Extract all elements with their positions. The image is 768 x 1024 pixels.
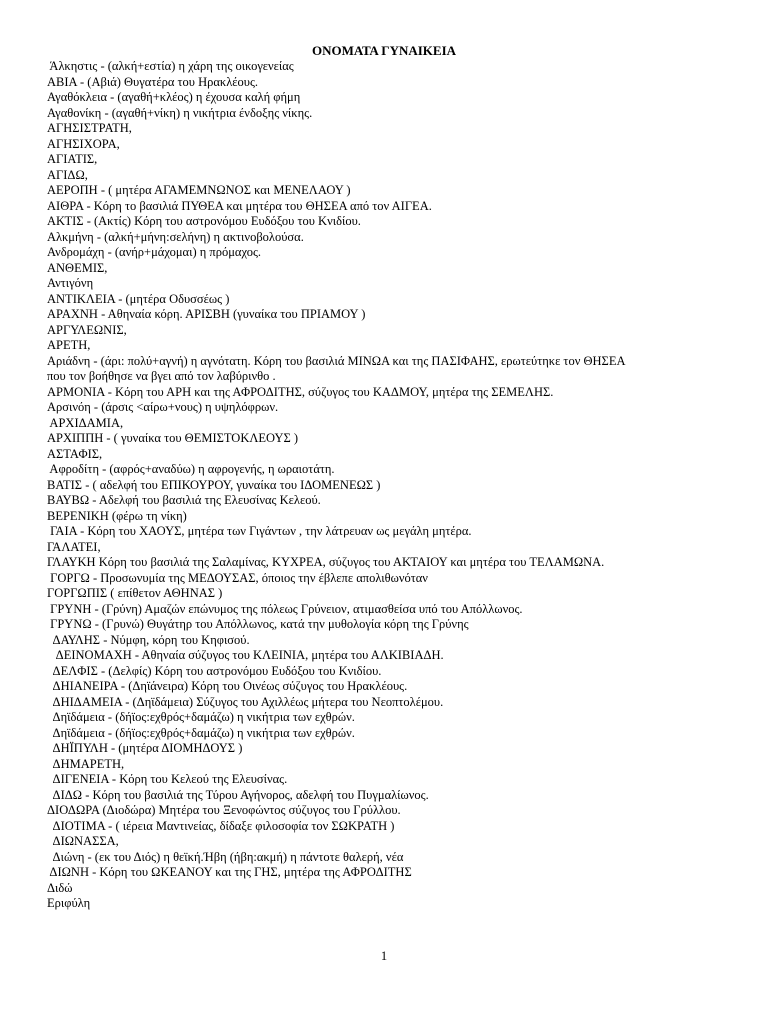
- text-line: ΔΕΙΝΟΜΑΧΗ - Αθηναία σύζυγος του ΚΛΕΙΝΙΑ, μητέρα του ΑΛΚΙΒΙΑΔΗ.: [47, 648, 444, 662]
- text-line: ΔΗΙΔΑΜΕΙΑ - (Δηϊδάμεια) Σύζυγος του Αχιλλέως μήτερα του Νεοπτολέμου.: [47, 694, 444, 709]
- text-line: ΑΡΧΙΔΑΜΙΑ,: [47, 415, 124, 430]
- text-line: ΔΗΙΑΝΕΙΡΑ - (Δηϊάνειρα) Κόρη του Οινέως σύζυγος του Ηρακλέους.: [47, 679, 408, 693]
- text-line: Αφροδίτη - (αφρός+αναδύω) η αφρογενής, η ωραιοτάτη.: [47, 462, 335, 476]
- text-line: ΔΙΩΝΗ - Κόρη του ΩΚΕΑΝΟΥ και της ΓΗΣ, μητέρα της ΑΦΡΟΔΙΤΗΣ: [47, 865, 412, 879]
- text-line: Διώνη - (εκ του Διός) η θεϊκή.Ήβη (ήβη:ακμή) η πάντοτε θαλερή, νέα: [47, 849, 404, 864]
- text-line: Αριάδνη - (άρι: πολύ+αγνή) η αγνότατη. Κόρη του βασιλιά ΜΙΝΩΑ και της ΠΑΣΙΦΑΗΣ, ερωτεύτηκε τον ΘΗΣΕΑ: [47, 353, 626, 368]
- text-line: ΔΗΪΠΥΛΗ - (μητέρα ΔΙΟΜΗΔΟΥΣ ): [47, 741, 243, 755]
- text-line: Αγαθόκλεια - (αγαθή+κλέος) η έχουσα καλή φήμη: [47, 90, 301, 104]
- text-line: ΑΡΕΤΗ,: [47, 338, 91, 352]
- text-line: ΑΡΧΙΠΠΗ - ( γυναίκα του ΘΕΜΙΣΤΟΚΛΕΟΥΣ ): [47, 431, 299, 445]
- text-line: ΑΝΤΙΚΛΕΙΑ - (μητέρα Οδυσσέως ): [47, 291, 230, 306]
- text-line: ΔΕΛΦΙΣ - (Δελφίς) Κόρη του αστρονόμου Ευδόξου του Κνιδίου.: [47, 663, 382, 678]
- text-line: ΔΑΥΛΗΣ - Νύμφη, κόρη του Κηφισού.: [47, 632, 250, 647]
- page-number: 1: [380, 949, 388, 963]
- text-line: ΑΓΙΔΩ,: [47, 167, 88, 182]
- text-line: ΑΓΙΑΤΙΣ,: [47, 152, 98, 166]
- text-line: Εριφύλη: [47, 896, 91, 910]
- text-line: ΑΓΗΣΙΣΤΡΑΤΗ,: [47, 121, 132, 135]
- text-line: ΔΗΜΑΡΕΤΗ,: [47, 756, 125, 771]
- text-line: ΒΑΥΒΩ - Αδελφή του βασιλιά της Ελευσίνας Κελεού.: [47, 493, 321, 507]
- text-line: Αρσινόη - (άρσις <αίρω+νους) η υψηλόφρων.: [47, 400, 279, 414]
- text-line: ΓΛΑΥΚΗ Κόρη του βασιλιά της Σαλαμίνας, ΚΥΧΡΕΑ, σύζυγος του ΑΚΤΑΙΟΥ και μητέρα του ΤΕΛΑΜΩΝΑ.: [47, 555, 605, 569]
- text-line: ΓΑΙΑ - Κόρη του ΧΑΟΥΣ, μητέρα των Γιγάντων , την λάτρευαν ως μεγάλη μητέρα.: [47, 524, 472, 538]
- text-line: ΓΡΥΝΗ - (Γρύνη) Αμαζών επώνυμος της πόλεως Γρύνειον, ατιμασθείσα υπό του Απόλλωνος.: [47, 601, 523, 616]
- text-line: Δηϊδάμεια - (δήϊος:εχθρός+δαμάζω) η νικήτρια των εχθρών.: [47, 725, 355, 740]
- text-line: ΓΡΥΝΩ - (Γρυνώ) Θυγάτηρ του Απόλλωνος, κατά την μυθολογία κόρη της Γρύνης: [47, 617, 469, 631]
- text-line: ΔΙΔΩ - Κόρη του βασιλιά της Τύρου Αγήνορος, αδελφή του Πυγμαλίωνος.: [47, 787, 429, 802]
- document-body: [47, 59, 747, 912]
- text-line: ΔΙΓΕΝΕΙΑ - Κόρη του Κελεού της Ελευσίνας.: [47, 772, 288, 786]
- text-line: ΑΕΡΟΠΗ - ( μητέρα ΑΓΑΜΕΜΝΩΝΟΣ και ΜΕΝΕΛΑΟΥ ): [47, 183, 351, 197]
- text-line: Αλκμήνη - (αλκή+μήνη:σελήνη) η ακτινοβολούσα.: [47, 229, 304, 244]
- text-line: ΔΙΟΔΩΡΑ (Διοδώρα) Μητέρα του Ξενοφώντος σύζυγος του Γρύλλου.: [47, 803, 401, 817]
- text-line: ΑΙΘΡΑ - Κόρη το βασιλιά ΠΥΘΕΑ και μητέρα του ΘΗΣΕΑ από τον ΑΙΓΕΑ.: [47, 198, 432, 213]
- text-line: ΑΡΑΧΝΗ - Αθηναία κόρη. ΑΡΙΣΒΗ (γυναίκα του ΠΡΙΑΜΟΥ ): [47, 307, 366, 321]
- text-line: ΑΡΜΟΝΙΑ - Κόρη του ΑΡΗ και της ΑΦΡΟΔΙΤΗΣ, σύζυγος του ΚΑΔΜΟΥ, μητέρα της ΣΕΜΕΛΗΣ.: [47, 384, 554, 399]
- text-line: Διδώ: [47, 880, 73, 895]
- text-line: που τον βοήθησε να βγει από τον λαβύρινθο .: [47, 369, 276, 383]
- text-line: Αντιγόνη: [47, 276, 94, 290]
- text-line: Δηϊδάμεια - (δήϊος:εχθρός+δαμάζω) η νικήτρια των εχθρών.: [47, 710, 355, 724]
- text-line: ΓΟΡΓΩ - Προσωνυμία της ΜΕΔΟΥΣΑΣ, όποιος την έβλεπε απολιθωνόταν: [47, 570, 428, 585]
- text-line: Αγαθονίκη - (αγαθή+νίκη) η νικήτρια ένδοξης νίκης.: [47, 105, 313, 120]
- text-line: Ανδρομάχη - (ανήρ+μάχομαι) η πρόμαχος.: [47, 245, 262, 259]
- text-line: ΔΙΟΤΙΜΑ - ( ιέρεια Μαντινείας, δίδαξε φιλοσοφία τον ΣΩΚΡΑΤΗ ): [47, 818, 395, 833]
- text-line: ΑΒΙΑ - (Αβιά) Θυγατέρα του Ηρακλέους.: [47, 74, 259, 89]
- text-line: ΑΡΓΥΛΕΩΝΙΣ,: [47, 322, 127, 337]
- text-line: ΑΣΤΑΦΙΣ,: [47, 446, 103, 461]
- text-line: ΓΟΡΓΩΠΙΣ ( επίθετον ΑΘΗΝΑΣ ): [47, 586, 223, 600]
- text-line: ΓΑΛΑΤΕΙ,: [47, 539, 101, 554]
- text-line: ΔΙΩΝΑΣΣΑ,: [47, 834, 119, 848]
- text-line: ΒΑΤΙΣ - ( αδελφή του ΕΠΙΚΟΥΡΟΥ, γυναίκα του ΙΔΟΜΕΝΕΩΣ ): [47, 477, 381, 492]
- text-line: ΑΝΘΕΜΙΣ,: [47, 260, 108, 275]
- document-title: ΟΝΟΜΑΤΑ ΓΥΝΑΙΚΕΙΑ: [311, 43, 457, 58]
- text-line: ΑΓΗΣΙΧΟΡΑ,: [47, 136, 120, 151]
- text-line: ΒΕΡΕΝΙΚΗ (φέρω τη νίκη): [47, 508, 187, 523]
- text-line: ΑΚΤΙΣ - (Ακτίς) Κόρη του αστρονόμου Ευδόξου του Κνιδίου.: [47, 214, 361, 228]
- text-line: Άλκηστις - (αλκή+εστία) η χάρη της οικογενείας: [47, 59, 294, 73]
